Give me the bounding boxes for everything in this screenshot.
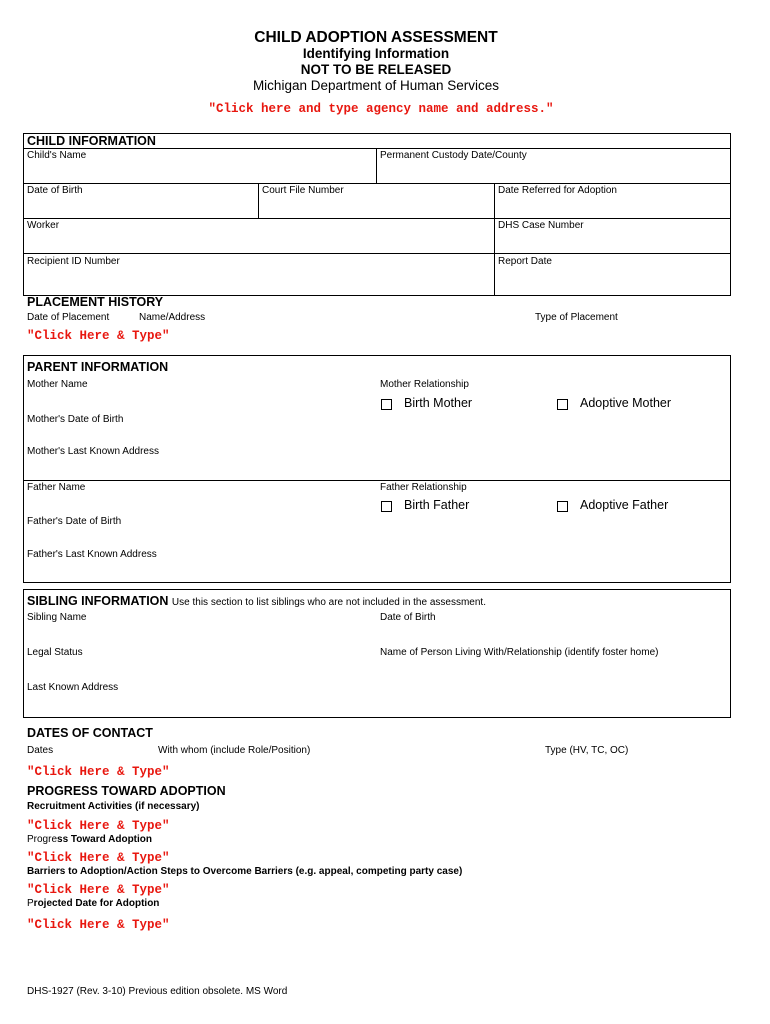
progress-input[interactable]: "Click Here & Type"	[27, 851, 170, 865]
adoptive-mother-label: Adoptive Mother	[580, 396, 672, 410]
placement-history-heading: PLACEMENT HISTORY	[27, 295, 164, 309]
sibling-dob-field[interactable]: Date of Birth	[380, 612, 436, 623]
adoptive-father-checkbox[interactable]	[557, 501, 568, 512]
projected-date-input[interactable]: "Click Here & Type"	[27, 918, 170, 932]
childs-name-field[interactable]: Child's Name	[27, 150, 87, 161]
living-with-field[interactable]: Name of Person Living With/Relationship (identify foster home)	[380, 647, 659, 658]
progress-label	[27, 834, 152, 845]
court-file-number-field[interactable]: Court File Number	[262, 185, 344, 196]
child-information-section	[23, 133, 731, 296]
contact-with-whom-column: With whom (include Role/Position)	[158, 745, 311, 756]
dates-of-contact-heading: DATES OF CONTACT	[27, 726, 153, 740]
sibling-heading-text: SIBLING INFORMATION	[27, 594, 169, 608]
mother-name-field[interactable]: Mother Name	[27, 379, 88, 390]
worker-field[interactable]: Worker	[27, 220, 60, 231]
agency-name-field[interactable]: "Click here and type agency name and address."	[208, 102, 554, 116]
sibling-information-heading	[27, 594, 486, 608]
date-referred-field[interactable]: Date Referred for Adoption	[498, 185, 617, 196]
dates-of-contact-input[interactable]: "Click Here & Type"	[27, 765, 170, 779]
barriers-label: Barriers to Adoption/Action Steps to Overcome Barriers (e.g. appeal, competing party case)	[27, 866, 463, 877]
dhs-case-number-field[interactable]: DHS Case Number	[498, 220, 584, 231]
fathers-dob-field[interactable]: Father's Date of Birth	[27, 516, 122, 527]
fathers-address-field[interactable]: Father's Last Known Address	[27, 549, 157, 560]
mothers-address-field[interactable]: Mother's Last Known Address	[27, 446, 159, 457]
legal-status-field[interactable]: Legal Status	[27, 647, 83, 658]
recruitment-activities-input[interactable]: "Click Here & Type"	[27, 819, 170, 833]
contact-dates-column: Dates	[27, 745, 54, 756]
parent-information-heading: PARENT INFORMATION	[27, 360, 169, 374]
sibling-note: Use this section to list siblings who are not included in the assessment.	[171, 597, 486, 608]
contact-type-column: Type (HV, TC, OC)	[545, 745, 629, 756]
birth-father-checkbox[interactable]	[381, 501, 392, 512]
birth-mother-label: Birth Mother	[404, 396, 473, 410]
sibling-name-field[interactable]: Sibling Name	[27, 612, 87, 623]
adoptive-father-label: Adoptive Father	[580, 498, 669, 512]
projected-label-bold: rojected Date for Adoption	[33, 898, 160, 909]
mothers-dob-field[interactable]: Mother's Date of Birth	[27, 414, 124, 425]
form-title: CHILD ADOPTION ASSESSMENT	[254, 29, 498, 46]
progress-label-normal: Progre	[27, 834, 58, 845]
placement-date-column: Date of Placement	[27, 312, 110, 323]
recipient-id-field[interactable]: Recipient ID Number	[27, 256, 120, 267]
form-subtitle: Identifying Information	[302, 46, 450, 61]
father-name-field[interactable]: Father Name	[27, 482, 86, 493]
recruitment-activities-label: Recruitment Activities (if necessary)	[27, 801, 200, 812]
progress-toward-adoption-heading: PROGRESS TOWARD ADOPTION	[27, 784, 226, 798]
confidential-notice: NOT TO BE RELEASED	[300, 62, 452, 77]
sibling-address-field[interactable]: Last Known Address	[27, 682, 119, 693]
father-relationship-label: Father Relationship	[380, 482, 467, 493]
projected-date-label	[27, 898, 159, 909]
barriers-input[interactable]: "Click Here & Type"	[27, 883, 170, 897]
placement-name-address-column: Name/Address	[139, 312, 206, 323]
report-date-field[interactable]: Report Date	[498, 256, 552, 267]
child-date-of-birth-field[interactable]: Date of Birth	[27, 185, 83, 196]
progress-label-bold: ss Toward Adoption	[57, 834, 153, 845]
permanent-custody-field[interactable]: Permanent Custody Date/County	[380, 150, 527, 161]
mother-relationship-label: Mother Relationship	[380, 379, 469, 390]
placement-type-column: Type of Placement	[535, 312, 618, 323]
child-information-heading: CHILD INFORMATION	[27, 134, 156, 148]
birth-mother-checkbox[interactable]	[381, 399, 392, 410]
form-footer: DHS-1927 (Rev. 3-10) Previous edition obsolete. MS Word	[27, 986, 288, 997]
adoptive-mother-checkbox[interactable]	[557, 399, 568, 410]
projected-label-normal: P	[27, 898, 34, 909]
placement-history-input[interactable]: "Click Here & Type"	[27, 329, 170, 343]
department-name: Michigan Department of Human Services	[252, 78, 500, 93]
birth-father-label: Birth Father	[404, 498, 470, 512]
